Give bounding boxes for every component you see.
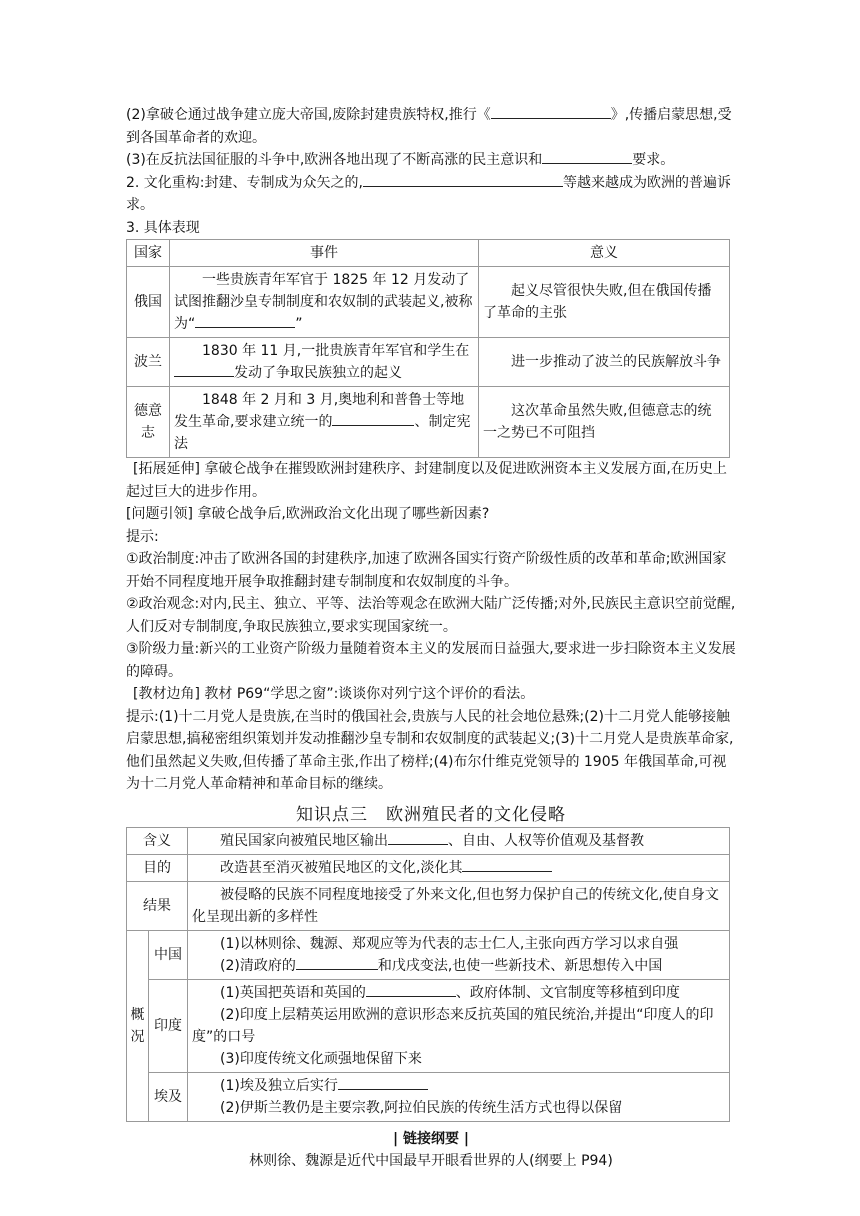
table-row: 埃及 (1)埃及独立后实行 (2)伊斯兰教仍是主要宗教,阿拉伯民族的传统生活方式也得以保留 bbox=[127, 1072, 730, 1121]
blank bbox=[195, 313, 295, 328]
section-title: 知识点三 欧洲殖民者的文化侵略 bbox=[296, 804, 566, 825]
table-row: 波兰 1830 年 11 月,一批贵族青年军官和学生在发动了争取民族独立的起义 进一步推动了波兰的民族解放斗争 bbox=[127, 338, 730, 387]
table-row: 目的 改造甚至消灭被殖民地区的文化,淡化其 bbox=[127, 854, 730, 881]
table-row: 印度 (1)英国把英语和英国的 、政府体制、文官制度等移植到印度 (2)印度上层精英运用欧洲的意识形态来反抗英国的殖民统治,并提出“印度人的印度”的口号 (3)印度传统文化顽强地保留下来 bbox=[127, 979, 730, 1072]
extension-note: [拓展延伸] 拿破仑战争在摧毁欧洲封建秩序、封建制度以及促进欧洲资本主义发展方面,在历史上起过巨大的进步作用。 bbox=[126, 461, 727, 500]
table-row: 德意志 1848 年 2 月和 3 月,奥地利和普鲁士等地发生革命,要求建立统一的 、制定宪法 这次革命虽然失败,但德意志的统一之势已不可阻挡 bbox=[127, 387, 730, 458]
colonial-culture-table bbox=[126, 827, 730, 1122]
table-row: 结果 被侵略的民族不同程度地接受了外来文化,但也努力保护自己的传统文化,使自身文化呈现出新的多样性 bbox=[127, 881, 730, 930]
blank bbox=[332, 411, 414, 426]
overview-label: 概况 bbox=[130, 1006, 145, 1045]
intro-s2: 2. 文化重构:封建、专制成为众矢之的, 等越来越成为欧洲的普遍诉求。 bbox=[126, 172, 736, 217]
blank bbox=[174, 362, 234, 377]
hint-label: 提示: bbox=[126, 528, 159, 545]
table-row: 俄国 一些贵族青年军官于 1825 年 12 月发动了试图推翻沙皇专制制度和农奴制的武装起义,被称为“ ” 起义尽管很快失败,但在俄国传播了革命的主张 bbox=[127, 267, 730, 338]
expression-table bbox=[126, 239, 730, 458]
table-header-row: 国家 事件 意义 bbox=[127, 240, 730, 267]
intro-p3: (3)在反抗法国征服的斗争中,欧洲各地出现了不断高涨的民主意识和 要求。 bbox=[126, 149, 736, 172]
blank bbox=[388, 830, 448, 845]
blank bbox=[366, 982, 456, 997]
link-body: 林则徐、魏源是近代中国最早开眼看世界的人(纲要上 P94) bbox=[249, 1153, 613, 1169]
link-heading: | 链接纲要 | bbox=[393, 1130, 469, 1147]
question-prompt: [问题引领] 拿破仑战争后,欧洲政治文化出现了哪些新因素? bbox=[126, 506, 490, 522]
blank bbox=[491, 104, 611, 119]
blank bbox=[363, 172, 563, 187]
blank bbox=[296, 955, 378, 970]
table-row: 概况 中国 (1)以林则徐、魏源、郑观应等为代表的志士仁人,主张向西方学习以求自强 (2)清政府的 和戊戌变法,也使一些新技术、新思想传入中国 bbox=[127, 930, 730, 979]
intro-s3: 3. 具体表现 bbox=[126, 219, 200, 236]
textbook-note: [教材边角] 教材 P69“学思之窗”:谈谈你对列宁这个评价的看法。 bbox=[133, 686, 535, 702]
hint-item: ①政治制度:冲击了欧洲各国的封建秩序,加速了欧洲各国实行资产阶级性质的改革和革命;欧洲国家开始不同程度地开展争取推翻封建专制制度和农奴制度的斗争。 bbox=[126, 551, 727, 590]
blank bbox=[338, 1075, 428, 1090]
textbook-answer: 提示:(1)十二月党人是贵族,在当时的俄国社会,贵族与人民的社会地位悬殊;(2)十二月党人能够接触启蒙思想,搞秘密组织策划并发动推翻沙皇专制和农奴制度的武装起义;(3)十二月党人是贵族革命家,他们虽然起义失败,但传播了革命主张,作出了榜样;(4)布尔什维克党领导的 1905 年俄国革命,可视为十二月党人革命精神和革命目标的继续。 bbox=[126, 708, 734, 792]
hint-item: ③阶级力量:新兴的工业资产阶级力量随着资本主义的发展而日益强大,要求进一步扫除资本主义发展的障碍。 bbox=[126, 641, 736, 680]
blank bbox=[542, 149, 632, 164]
intro-p2: (2)拿破仑通过战争建立庞大帝国,废除封建贵族特权,推行《 》,传播启蒙思想,受到各国革命者的欢迎。 bbox=[126, 104, 736, 149]
document-page bbox=[126, 104, 736, 1173]
hint-item: ②政治观念:对内,民主、独立、平等、法治等观念在欧洲大陆广泛传播;对外,民族民主意识空前觉醒,人们反对专制制度,争取民族独立,要求实现国家统一。 bbox=[126, 596, 736, 635]
table-row: 含义 殖民国家向被殖民地区输出 、自由、人权等价值观及基督教 bbox=[127, 827, 730, 854]
blank bbox=[462, 857, 552, 872]
